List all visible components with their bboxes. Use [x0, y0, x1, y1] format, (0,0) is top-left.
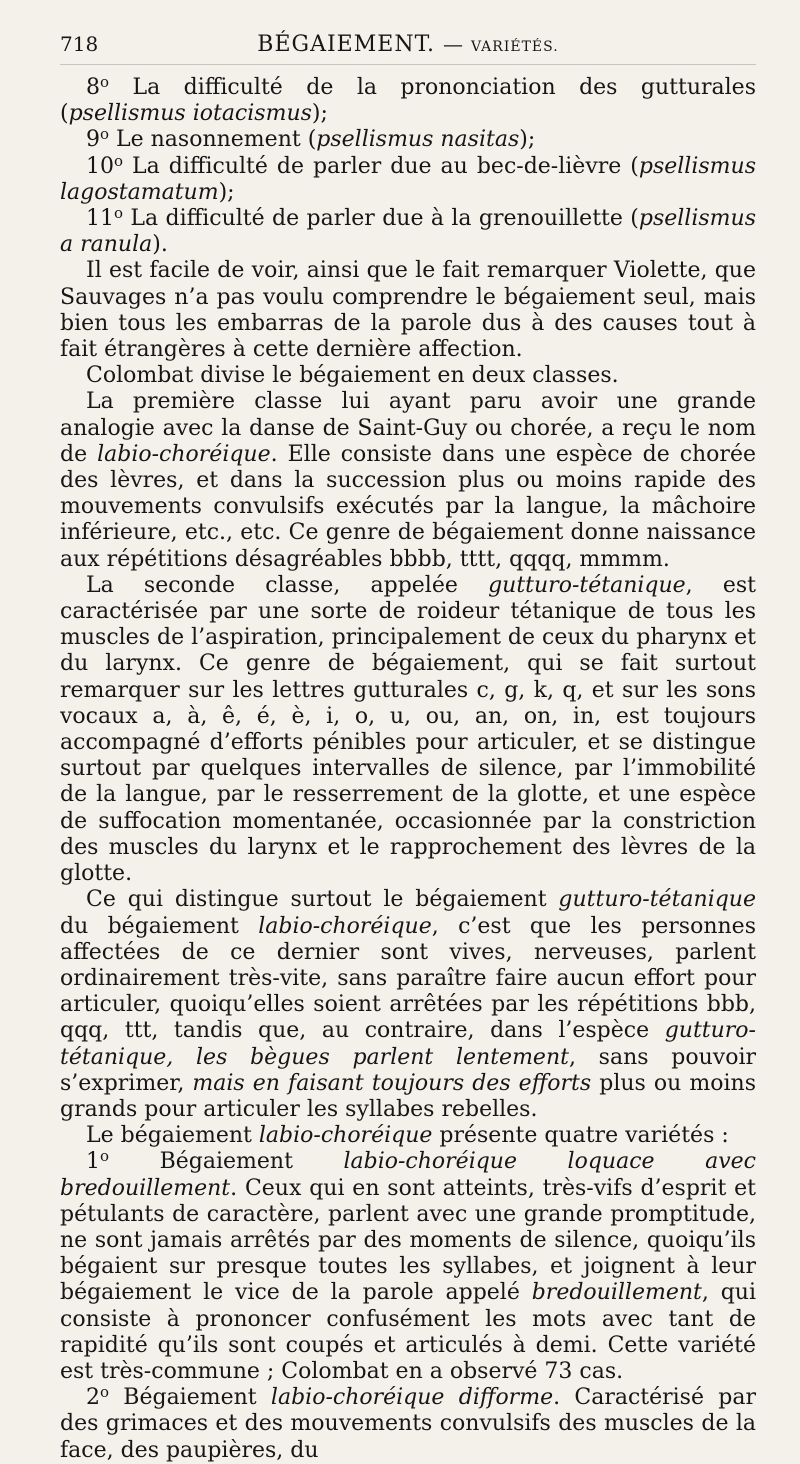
italic-term: labio-choréique	[258, 913, 432, 939]
italic-term: labio-choréique	[97, 441, 271, 467]
ordinal-marker: o	[100, 1382, 110, 1401]
italic-term: gutturo-tétanique, les bègues parlent lentement	[60, 1018, 756, 1070]
italic-term: gutturo-tétanique	[488, 572, 686, 598]
text-span: . Caractérisé par des grimaces et des mouvements convulsifs des muscles de la face, des paupières, du	[60, 1385, 756, 1463]
italic-term: mais en faisant toujours des efforts	[192, 1070, 592, 1096]
italic-term: labio-choréique loquace avec bredouillement	[60, 1149, 756, 1201]
text-span: . Ceux qui en sont atteints, très-vifs d’esprit et pétulants de caractère, parlent avec une grande promptitude, ne sont jamais arrêtés par des moments de silence, quoiqu’ils bégaient sur presque toutes les syllabes, et joignent à leur bégaiement le vice de la parole appelé	[60, 1175, 756, 1306]
running-head-subtitle: VARIÉTÉS.	[471, 39, 559, 55]
item-number: 1	[86, 1149, 100, 1175]
latin-term: psellismus nasitas	[316, 127, 520, 153]
ordinal-marker: o	[100, 125, 110, 144]
text-span: Le bégaiement	[86, 1123, 259, 1149]
italic-term: gutturo-tétanique	[558, 887, 756, 913]
item-number: 2	[86, 1385, 100, 1411]
item-number: 10	[86, 153, 114, 179]
latin-term: psellismus lagostamatum	[60, 153, 756, 205]
item-text-end: );	[218, 179, 235, 205]
enumeration-item-8	[60, 72, 756, 127]
running-head-dash: —	[443, 32, 464, 56]
item-text-end: );	[311, 101, 328, 127]
italic-term: labio-choréique	[258, 1123, 433, 1149]
item-text: La difficulté de parler due à la grenouillette (	[123, 206, 639, 232]
running-head-title: BÉGAIEMENT.	[257, 32, 436, 57]
ordinal-marker: o	[114, 151, 124, 170]
text-span: du bégaiement	[60, 913, 259, 939]
paragraph-second-class	[60, 573, 756, 887]
text-span: , qui consiste à prononcer confusément les mots avec tant de rapidité qu’ils sont coupés et articulés à demi. Cette variété est très-commune ; Colombat en a observé 73 cas.	[60, 1280, 756, 1384]
item-number: 9	[86, 127, 100, 153]
ordinal-marker: o	[100, 72, 110, 91]
page-number: 718	[60, 32, 99, 56]
text-span: Bégaiement	[109, 1385, 271, 1411]
paragraph-colombat-classes: Colombat divise le bégaiement en deux classes.	[86, 363, 619, 389]
text-span: La seconde classe, appelée	[86, 572, 489, 598]
paragraph-distinction	[60, 887, 756, 1123]
enumeration-item-11	[60, 203, 756, 258]
running-head	[60, 34, 756, 65]
text-span: Bégaiement	[109, 1149, 344, 1175]
text-span: La première classe lui ayant paru avoir une grande analogie avec la danse de Saint-Guy ou chorée, a reçu le nom de	[60, 389, 756, 467]
text-span: , est caractérisée par une sorte de roideur tétanique de tous les muscles de l’aspiration, principalement de ceux du pharynx et du larynx. Ce genre de bégaiement, qui se fait surtout remarquer sur les lettres gutturales c, g, k, q, et sur les sons vocaux a, à, ê, é, è, i, o, u, ou, an, on, in, est toujours accompagné d’efforts pénibles pour articuler, et se distingue surtout par quelques intervalles de silence, par l’immobilité de la langue, par le resserrement de la glotte, et une espèce de suffocation momentanée, occasionnée par la constriction des muscles du larynx et le rapprochement des lèvres de la glotte.	[60, 572, 757, 887]
text-span: plus ou moins grands pour articuler les syllabes rebelles.	[60, 1070, 757, 1122]
item-text: La difficulté de parler due au bec-de-lièvre (	[123, 153, 639, 179]
latin-term: psellismus a ranula	[60, 206, 756, 258]
variety-2	[60, 1382, 756, 1464]
item-text: La difficulté de la prononciation des gutturales (	[60, 75, 756, 127]
enumeration-item-10	[60, 151, 756, 206]
text-span: Ce qui distingue surtout le bégaiement	[86, 887, 559, 913]
paragraph-four-varieties	[60, 1123, 756, 1149]
item-number: 8	[86, 75, 100, 100]
enumeration-item-9	[60, 127, 756, 153]
variety-1	[60, 1149, 756, 1385]
italic-term: labio-choréique difforme	[270, 1385, 554, 1411]
text-span: , c’est que les personnes affectées de ce dernier sont vives, nerveuses, parlent ordinairement très-vite, sans paraître faire aucun effort pour articuler, quoiqu’elles soient arrêtées par les répétitions bbb, qqq, ttt, tandis que, au contraire, dans l’espèce	[60, 913, 756, 1044]
text-span: , sans pouvoir s’exprimer,	[60, 1044, 757, 1096]
body-text	[60, 72, 757, 1464]
paragraph-first-class	[60, 389, 756, 572]
ordinal-marker: o	[114, 203, 124, 222]
ordinal-marker: o	[100, 1147, 110, 1166]
italic-term: bredouillement	[531, 1280, 702, 1306]
text-span: présente quatre variétés :	[432, 1123, 729, 1149]
paragraph-violette: Il est facile de voir, ainsi que le fait remarquer Violette, que Sauvages n’a pas voulu comprendre le bégaiement seul, mais bien tous les embarras de la parole dus à des causes tout à fait étrangères à cette dernière affection.	[60, 258, 756, 363]
text-span: . Elle consiste dans une espèce de chorée des lèvres, et dans la succession plus ou moins rapide des mouvements convulsifs exécutés par la langue, la mâchoire inférieure, etc., etc. Ce genre de bégaiement donne naissance aux répétitions désagréables bbbb, tttt, qqqq, mmmm.	[60, 441, 756, 572]
item-text-end: ).	[152, 232, 168, 258]
latin-term: psellismus iotacismus	[68, 101, 312, 127]
item-text: Le nasonnement (	[109, 127, 317, 153]
item-number: 11	[86, 206, 114, 232]
item-text-end: );	[519, 127, 536, 153]
